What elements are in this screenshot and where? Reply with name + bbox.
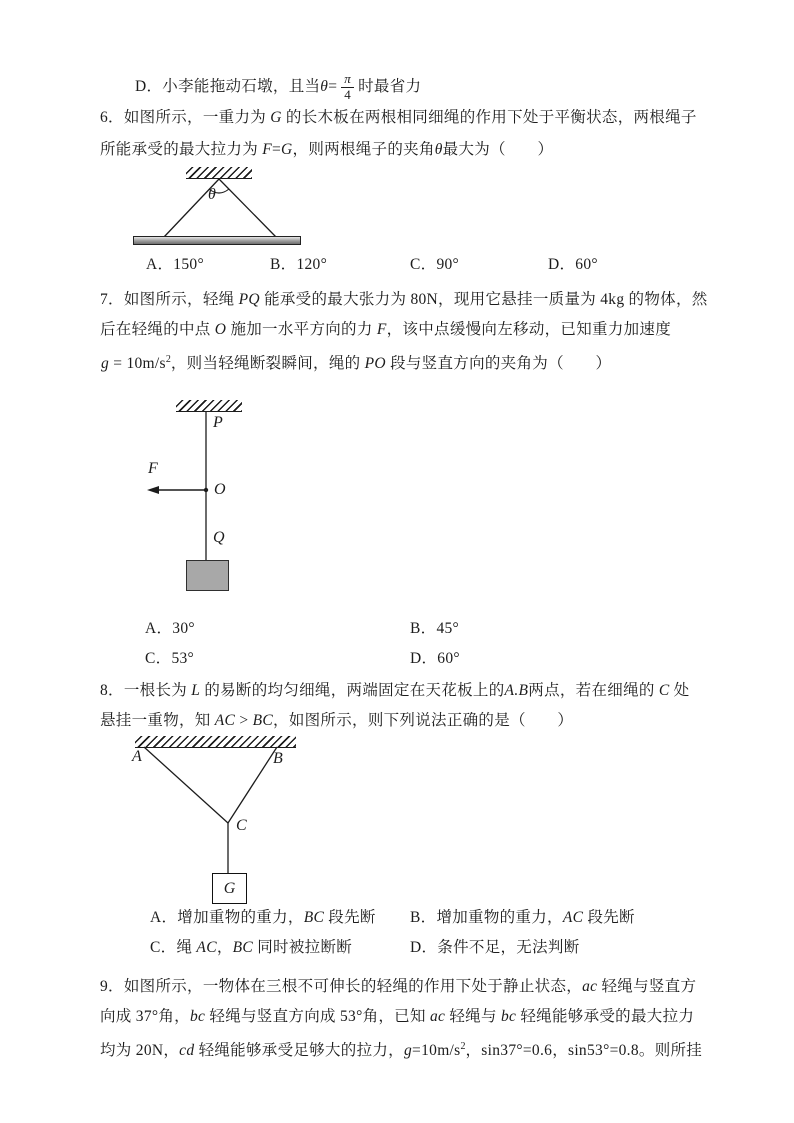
q8-option-b: B．增加重物的重力，AC 段先断	[410, 909, 635, 926]
rope-ac-line	[144, 747, 228, 823]
q8-option-a: A．增加重物的重力，BC 段先断	[150, 909, 376, 926]
q6-diagram	[120, 165, 320, 250]
q9-text-line-3: 均为 20N，cd 轻绳能够承受足够大的拉力，$g=10m/s^2$，sin37°=0.6，sin53°=0.8。则所挂	[100, 1041, 703, 1060]
point-o-dot	[204, 488, 208, 492]
q6-option-c: C．90°	[410, 256, 460, 273]
q-label: Q	[213, 529, 225, 546]
q7-option-a: A．30°	[145, 620, 195, 637]
q6-text-line-1: 6．如图所示，一重力为 G 的长木板在两根相同细绳的作用下处于平衡状态，两根绳子	[100, 109, 697, 126]
f-label: F	[148, 460, 158, 477]
q9-text-line-2: 向成 37°角，bc 轻绳与竖直方向成 53°角，已知 ac 轻绳与 bc 轻绳能够承受的最大拉力	[100, 1008, 695, 1025]
a-label: A	[132, 748, 142, 765]
force-arrow-head	[147, 486, 159, 494]
q5-option-d: D．小李能拖动石墩，且当θ= $\frac{\pi}{4}$ 时最省力	[135, 71, 422, 102]
hanging-weight	[186, 560, 229, 591]
p-label: P	[213, 414, 223, 431]
q7-diagram	[140, 399, 310, 594]
o-label: O	[214, 481, 226, 498]
q6-option-a: A．150°	[146, 256, 204, 273]
hanging-weight	[212, 873, 247, 904]
q7-option-b: B．45°	[410, 620, 460, 637]
q9-text-line-1: 9．如图所示，一物体在三根不可伸长的轻绳的作用下处于静止状态，ac 轻绳与竖直方	[100, 978, 697, 995]
plank	[133, 236, 301, 245]
q7-text-line-2: 后在轻绳的中点 O 施加一水平方向的力 F，该中点缓慢向左移动，已知重力加速度	[100, 321, 672, 338]
q6-option-b: B．120°	[270, 256, 328, 273]
q7-option-d: D．60°	[410, 650, 460, 667]
q8-diagram	[110, 734, 340, 906]
c-label: C	[236, 817, 247, 834]
q8-option-d: D．条件不足，无法判断	[410, 939, 580, 956]
q8-option-c: C．绳 AC，BC 同时被拉断断	[150, 939, 353, 956]
q7-option-c: C．53°	[145, 650, 195, 667]
fraction: $\frac{\pi}{4}$	[341, 72, 354, 103]
b-label: B	[273, 750, 283, 767]
q6-option-d: D．60°	[548, 256, 598, 273]
q8-text-line-2: 悬挂一重物，知 AC > BC，如图所示，则下列说法正确的是（ ）	[100, 712, 574, 729]
theta-label: θ	[208, 186, 216, 203]
q7-text-line-3: $g = 10m/s^2$，则当轻绳断裂瞬间，绳的 PO 段与竖直方向的夹角为（ ）	[101, 354, 612, 373]
g-label: G	[223, 879, 236, 897]
rope-bc-line	[228, 747, 277, 823]
q6-text-line-2: 所能承受的最大拉力为 F=G，则两根绳子的夹角θ最大为（ ）	[100, 141, 554, 158]
q8-text-line-1: 8．一根长为 L 的易断的均匀细绳，两端固定在天花板上的A.B两点，若在细绳的 C 处	[100, 682, 690, 699]
q7-text-line-1: 7．如图所示，轻绳 PQ 能承受的最大张力为 80N，现用它悬挂一质量为 4kg 的物体，然	[100, 291, 708, 308]
rope-right-line	[219, 179, 276, 237]
